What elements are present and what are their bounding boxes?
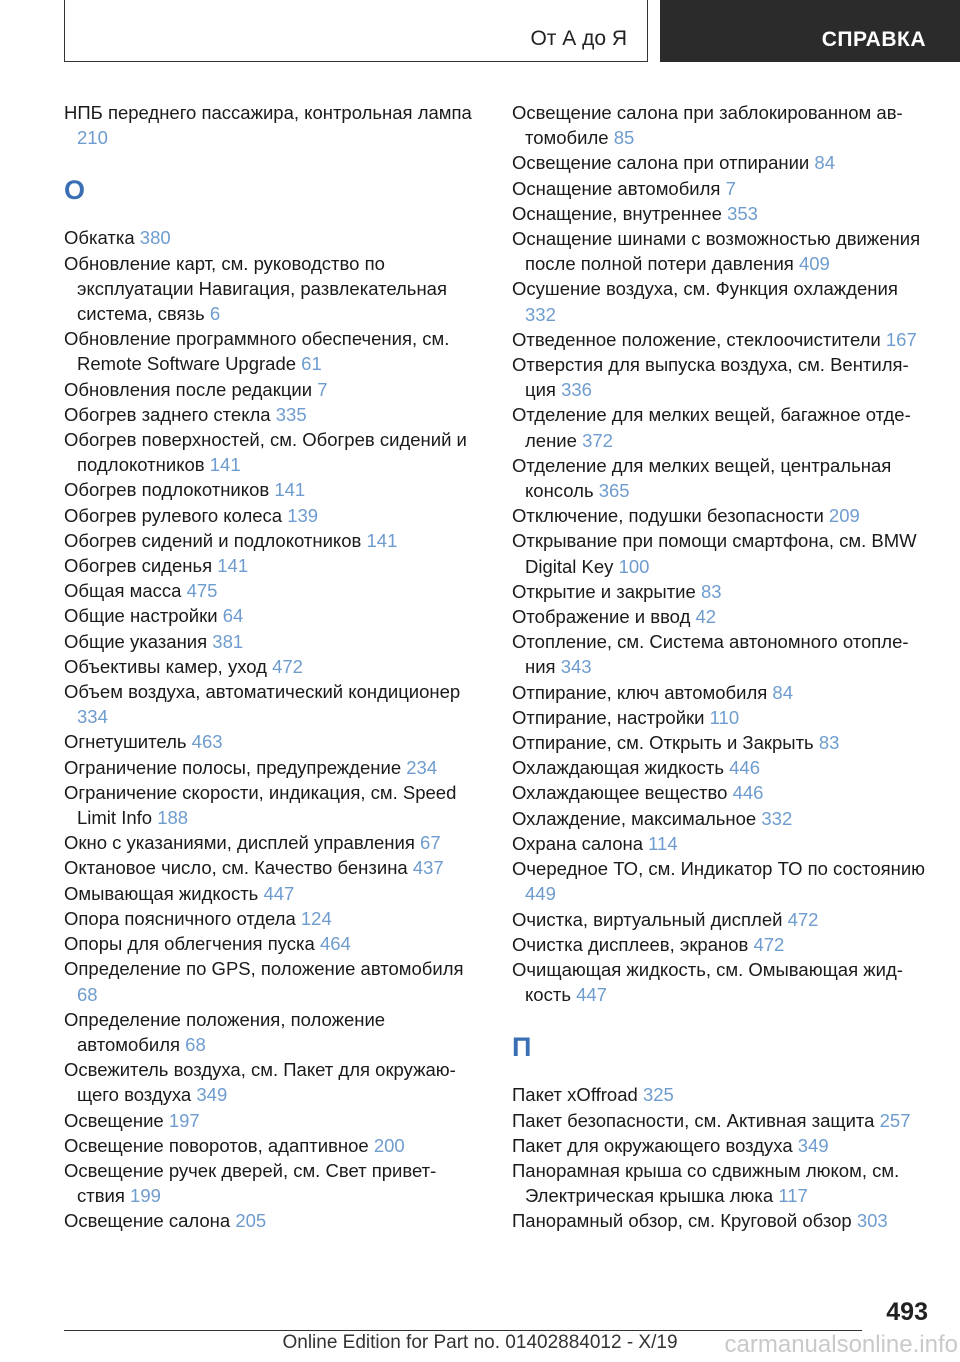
index-section-letter: П bbox=[512, 1032, 532, 1063]
index-entry bbox=[64, 100, 476, 150]
page-link[interactable]: 200 bbox=[373, 1134, 405, 1156]
index-entry bbox=[512, 327, 932, 352]
page-link[interactable]: 472 bbox=[787, 908, 819, 930]
index-entry bbox=[512, 907, 932, 932]
index-entry bbox=[512, 150, 932, 175]
index-entry-text: Обновление карт, см. руководство по эксплуатации Навигация, развлекательная система, связь bbox=[64, 252, 447, 325]
index-entry bbox=[512, 503, 932, 528]
index-entry bbox=[512, 780, 932, 805]
index-entry bbox=[64, 503, 476, 528]
page-link[interactable]: 449 bbox=[525, 883, 556, 905]
index-entry bbox=[512, 226, 932, 276]
index-entry bbox=[64, 755, 476, 780]
index-entry bbox=[512, 806, 932, 831]
index-entry bbox=[512, 730, 932, 755]
page-link[interactable]: 141 bbox=[274, 479, 306, 501]
page-link[interactable]: 325 bbox=[642, 1084, 674, 1106]
index-entry-text: Определение положения, положение автомобиля bbox=[64, 1008, 386, 1055]
index-entry-text: Общие настройки bbox=[64, 605, 218, 627]
index-entry bbox=[64, 1133, 476, 1158]
page-link[interactable]: 446 bbox=[729, 757, 760, 779]
tab-reference-active[interactable] bbox=[660, 0, 960, 62]
index-entry-text: Обогрев сиденья bbox=[64, 555, 213, 577]
page-link[interactable]: 205 bbox=[235, 1210, 267, 1232]
index-entry bbox=[64, 1007, 476, 1057]
page-link[interactable]: 188 bbox=[157, 807, 189, 829]
page-link[interactable]: 343 bbox=[560, 656, 592, 678]
page-link[interactable]: 100 bbox=[618, 555, 650, 577]
index-entry-text: Отпирание, настройки bbox=[512, 706, 705, 728]
page-number: 493 bbox=[886, 1298, 928, 1326]
index-entry-text: Очищающая жидкость, см. Омывающая жидкость bbox=[512, 958, 903, 1006]
index-entry-text: Открытие и закрытие bbox=[512, 580, 696, 602]
index-entry bbox=[64, 729, 476, 754]
index-entry-text: Очистка дисплеев, экранов bbox=[512, 933, 749, 955]
index-entry bbox=[64, 931, 476, 956]
page-link[interactable]: 197 bbox=[168, 1109, 200, 1131]
page-link[interactable]: 335 bbox=[275, 403, 307, 425]
index-entry-text: Общие указания bbox=[64, 630, 208, 652]
page-link[interactable]: 437 bbox=[412, 857, 444, 879]
page-link[interactable]: 349 bbox=[196, 1084, 228, 1106]
index-entry bbox=[512, 528, 932, 578]
page-link[interactable]: 68 bbox=[77, 983, 98, 1005]
index-entry-text: НПБ переднего пассажира, контрольная лампа bbox=[64, 102, 472, 123]
page-link[interactable]: 353 bbox=[727, 202, 758, 224]
index-section-letter: О bbox=[64, 175, 86, 206]
index-entry bbox=[64, 251, 476, 327]
index-entry-text: Общая масса bbox=[64, 580, 182, 602]
index-entry bbox=[512, 176, 932, 201]
index-entry-text: Пакет xOffroad bbox=[512, 1084, 638, 1106]
page-link[interactable]: 42 bbox=[695, 606, 717, 628]
index-entry bbox=[512, 402, 932, 452]
index-entry bbox=[512, 1108, 932, 1133]
index-entry bbox=[64, 1108, 476, 1133]
index-entry-text: Обновление программного обеспечения, см. Remote Software Upgrade bbox=[64, 328, 450, 375]
index-entry bbox=[512, 604, 932, 629]
page-link[interactable]: 141 bbox=[366, 529, 398, 551]
index-entry-text: Освещение салона при отпирании bbox=[512, 152, 810, 174]
index-entry-text: Освещение салона при заблокированном автомобиле bbox=[512, 102, 903, 149]
index-column-right bbox=[512, 100, 932, 1234]
index-entry-text: Охлаждающая жидкость bbox=[512, 757, 724, 779]
index-entry-text: Обогрев рулевого колеса bbox=[64, 504, 283, 526]
page-link[interactable]: 7 bbox=[725, 177, 736, 199]
index-entry-text: Обогрев подлокотников bbox=[64, 479, 270, 501]
index-entry-text: Отделение для мелких вещей, багажное отделение bbox=[512, 404, 911, 451]
index-entry bbox=[512, 352, 932, 402]
index-entry-text: Освещение поворотов, адаптивное bbox=[64, 1134, 369, 1156]
index-entry-text: Ограничение полосы, предупреждение bbox=[64, 756, 402, 778]
index-entry bbox=[64, 679, 476, 729]
page-link[interactable]: 117 bbox=[778, 1185, 808, 1207]
page-link[interactable]: 447 bbox=[576, 984, 607, 1006]
index-entry-text: Отключение, подушки безопасности bbox=[512, 505, 824, 527]
index-entry bbox=[64, 881, 476, 906]
index-entry bbox=[64, 377, 476, 402]
index-entry bbox=[512, 1208, 932, 1233]
page-link[interactable]: 234 bbox=[406, 756, 438, 778]
page-link[interactable]: 349 bbox=[797, 1134, 829, 1156]
index-entry-text: Обогрев поверхностей, см. Обогрев сидений и подлокотников bbox=[64, 429, 467, 476]
page-link[interactable]: 472 bbox=[272, 655, 303, 677]
page-link[interactable]: 141 bbox=[209, 454, 241, 476]
page-link[interactable]: 210 bbox=[77, 127, 108, 149]
page-link[interactable]: 381 bbox=[212, 630, 244, 652]
index-entry bbox=[512, 932, 932, 957]
page-link[interactable]: 83 bbox=[818, 732, 840, 754]
index-entry bbox=[512, 705, 932, 730]
footer-edition: Online Edition for Part no. 01402884012 - X/19 bbox=[282, 1332, 678, 1353]
index-entry bbox=[64, 1057, 476, 1107]
index-entry-text: Охлаждение, максимальное bbox=[512, 807, 757, 829]
index-entry-text: Огнетушитель bbox=[64, 731, 187, 753]
index-entry-text: Освещение bbox=[64, 1109, 164, 1131]
index-entry bbox=[64, 477, 476, 502]
index-entry-text: Отображение и ввод bbox=[512, 606, 691, 628]
index-entry bbox=[512, 957, 932, 1007]
index-entry bbox=[64, 402, 476, 427]
index-entry bbox=[64, 225, 476, 250]
index-entry bbox=[64, 553, 476, 578]
page-link[interactable]: 303 bbox=[856, 1210, 888, 1232]
page-link[interactable]: 472 bbox=[753, 933, 785, 955]
index-entry-text: Объективы камер, уход bbox=[64, 655, 267, 677]
page-link[interactable]: 380 bbox=[139, 227, 171, 249]
header-tab-box bbox=[64, 0, 648, 62]
index-entry bbox=[64, 528, 476, 553]
page-link[interactable]: 61 bbox=[301, 353, 322, 375]
index-entry-text: Охлаждающее вещество bbox=[512, 782, 728, 804]
index-entry-text: Открывание при помощи смартфона, см. BMW Digital Key bbox=[512, 530, 917, 577]
page-link[interactable]: 124 bbox=[300, 907, 332, 929]
page-link[interactable]: 85 bbox=[613, 127, 635, 149]
index-entry-text: Отделение для мелких вещей, центральная консоль bbox=[512, 454, 892, 502]
index-entry-text: Отопление, см. Система автономного отопления bbox=[512, 631, 909, 678]
index-entry-text: Оснащение автомобиля bbox=[512, 177, 721, 199]
index-entry bbox=[64, 1208, 476, 1233]
page-link[interactable]: 447 bbox=[263, 882, 295, 904]
index-entry-text: Определение по GPS, положение автомобиля bbox=[64, 958, 464, 980]
page-link[interactable]: 84 bbox=[772, 681, 793, 703]
index-entry-text: Панорамный обзор, см. Круговой обзор bbox=[512, 1210, 852, 1232]
tab-reference-label: СПРАВКА bbox=[821, 28, 926, 51]
page-link[interactable]: 409 bbox=[798, 253, 830, 275]
index-entry bbox=[512, 579, 932, 604]
index-entry-text: Очередное ТО, см. Индикатор ТО по состоянию bbox=[512, 858, 926, 880]
page-link[interactable]: 64 bbox=[222, 605, 244, 627]
index-entry bbox=[512, 1133, 932, 1158]
index-entry-text: Очистка, виртуальный дисплей bbox=[512, 908, 783, 930]
index-entry bbox=[512, 755, 932, 780]
index-entry-text: Отпирание, см. Открыть и Закрыть bbox=[512, 732, 814, 754]
index-entry-text: Обновления после редакции bbox=[64, 378, 313, 400]
page-link[interactable]: 199 bbox=[130, 1185, 161, 1207]
index-entry bbox=[512, 201, 932, 226]
index-entry-text: Отпирание, ключ автомобиля bbox=[512, 681, 768, 703]
page-link[interactable]: 365 bbox=[598, 480, 630, 502]
page-link[interactable]: 475 bbox=[186, 580, 218, 602]
index-entry-text: Опора поясничного отдела bbox=[64, 907, 296, 929]
page-link[interactable]: 332 bbox=[525, 303, 556, 325]
index-entry-text: Обогрев сидений и подлокотников bbox=[64, 529, 362, 551]
tab-a-to-z[interactable]: От А до Я bbox=[530, 27, 627, 50]
page-link[interactable]: 209 bbox=[828, 505, 860, 527]
index-entry bbox=[512, 629, 932, 679]
index-entry bbox=[64, 427, 476, 477]
page-link[interactable]: 114 bbox=[648, 832, 678, 854]
index-entry-text: Пакет для окружающего воздуха bbox=[512, 1134, 793, 1156]
index-entry bbox=[512, 856, 932, 906]
index-entry bbox=[64, 830, 476, 855]
index-entry-text: Ограничение скорости, индикация, см. Speed Limit Info bbox=[64, 781, 457, 829]
index-entry bbox=[64, 780, 476, 830]
page-link[interactable]: 110 bbox=[709, 706, 740, 728]
index-entry bbox=[64, 906, 476, 931]
index-entry-text: Объем воздуха, автоматический кондиционер bbox=[64, 681, 461, 703]
page-link[interactable]: 257 bbox=[879, 1109, 911, 1131]
index-entry bbox=[512, 680, 932, 705]
page-link[interactable]: 372 bbox=[582, 429, 613, 451]
page-link[interactable]: 6 bbox=[209, 303, 221, 325]
index-entry-text: Осушение воздуха, см. Функция охлаждения bbox=[512, 278, 898, 300]
index-entry bbox=[64, 1158, 476, 1208]
index-entry bbox=[64, 855, 476, 880]
index-entry-text: Освещение салона bbox=[64, 1210, 231, 1232]
page-link[interactable]: 141 bbox=[217, 555, 249, 577]
index-entry bbox=[64, 956, 476, 1006]
page-link[interactable]: 83 bbox=[700, 580, 722, 602]
index-entry-text: Отведенное положение, стеклоочистители bbox=[512, 328, 881, 350]
page-link[interactable]: 68 bbox=[185, 1033, 206, 1055]
index-entry bbox=[64, 326, 476, 376]
index-entry-text: Панорамная крыша со сдвижным люком, см. Электрическая крышка люка bbox=[512, 1159, 900, 1207]
index-entry-text: Пакет безопасности, см. Активная защита bbox=[512, 1109, 875, 1131]
page-link[interactable]: 446 bbox=[732, 782, 764, 804]
index-entry-text: Опоры для облегчения пуска bbox=[64, 933, 315, 955]
index-entry-text: Отверстия для выпуска воздуха, см. Вентиляция bbox=[512, 354, 909, 401]
index-entry-text: Оснащение шинами с возможностью движения после полной потери давления bbox=[512, 228, 921, 275]
page-link[interactable]: 84 bbox=[814, 152, 835, 174]
index-entry-text: Освещение ручек дверей, см. Свет приветствия bbox=[64, 1159, 437, 1207]
page-link[interactable]: 67 bbox=[420, 832, 441, 854]
index-entry-text: Оснащение, внутреннее bbox=[512, 202, 722, 224]
page-link[interactable]: 336 bbox=[561, 379, 592, 401]
page-link[interactable]: 7 bbox=[317, 378, 328, 400]
index-entry bbox=[64, 629, 476, 654]
index-entry bbox=[512, 1082, 932, 1107]
index-entry-text: Обкатка bbox=[64, 227, 135, 249]
index-column-left bbox=[64, 100, 476, 1234]
index-entry bbox=[64, 578, 476, 603]
page-link[interactable]: 167 bbox=[885, 328, 917, 350]
index-entry bbox=[64, 603, 476, 628]
index-entry bbox=[512, 276, 932, 326]
index-entry-text: Окно с указаниями, дисплей управления bbox=[64, 832, 415, 854]
index-entry-text: Обогрев заднего стекла bbox=[64, 403, 271, 425]
index-entry bbox=[512, 453, 932, 503]
page-link[interactable]: 334 bbox=[77, 706, 108, 728]
index-entry-text: Омывающая жидкость bbox=[64, 882, 259, 904]
index-entry-text: Октановое число, см. Качество бензина bbox=[64, 857, 408, 879]
index-entry-text: Охрана салона bbox=[512, 832, 643, 854]
page-link[interactable]: 463 bbox=[191, 731, 223, 753]
page-link[interactable]: 139 bbox=[287, 504, 319, 526]
index-entry bbox=[512, 1158, 932, 1208]
watermark: carmanualsonline.info bbox=[724, 1331, 958, 1358]
index-entry bbox=[512, 100, 932, 150]
index-entry bbox=[64, 654, 476, 679]
page-link[interactable]: 332 bbox=[761, 807, 793, 829]
page-link[interactable]: 464 bbox=[319, 933, 351, 955]
index-entry bbox=[512, 831, 932, 856]
index-entry-text: Освежитель воздуха, см. Пакет для окружающего воздуха bbox=[64, 1059, 456, 1106]
